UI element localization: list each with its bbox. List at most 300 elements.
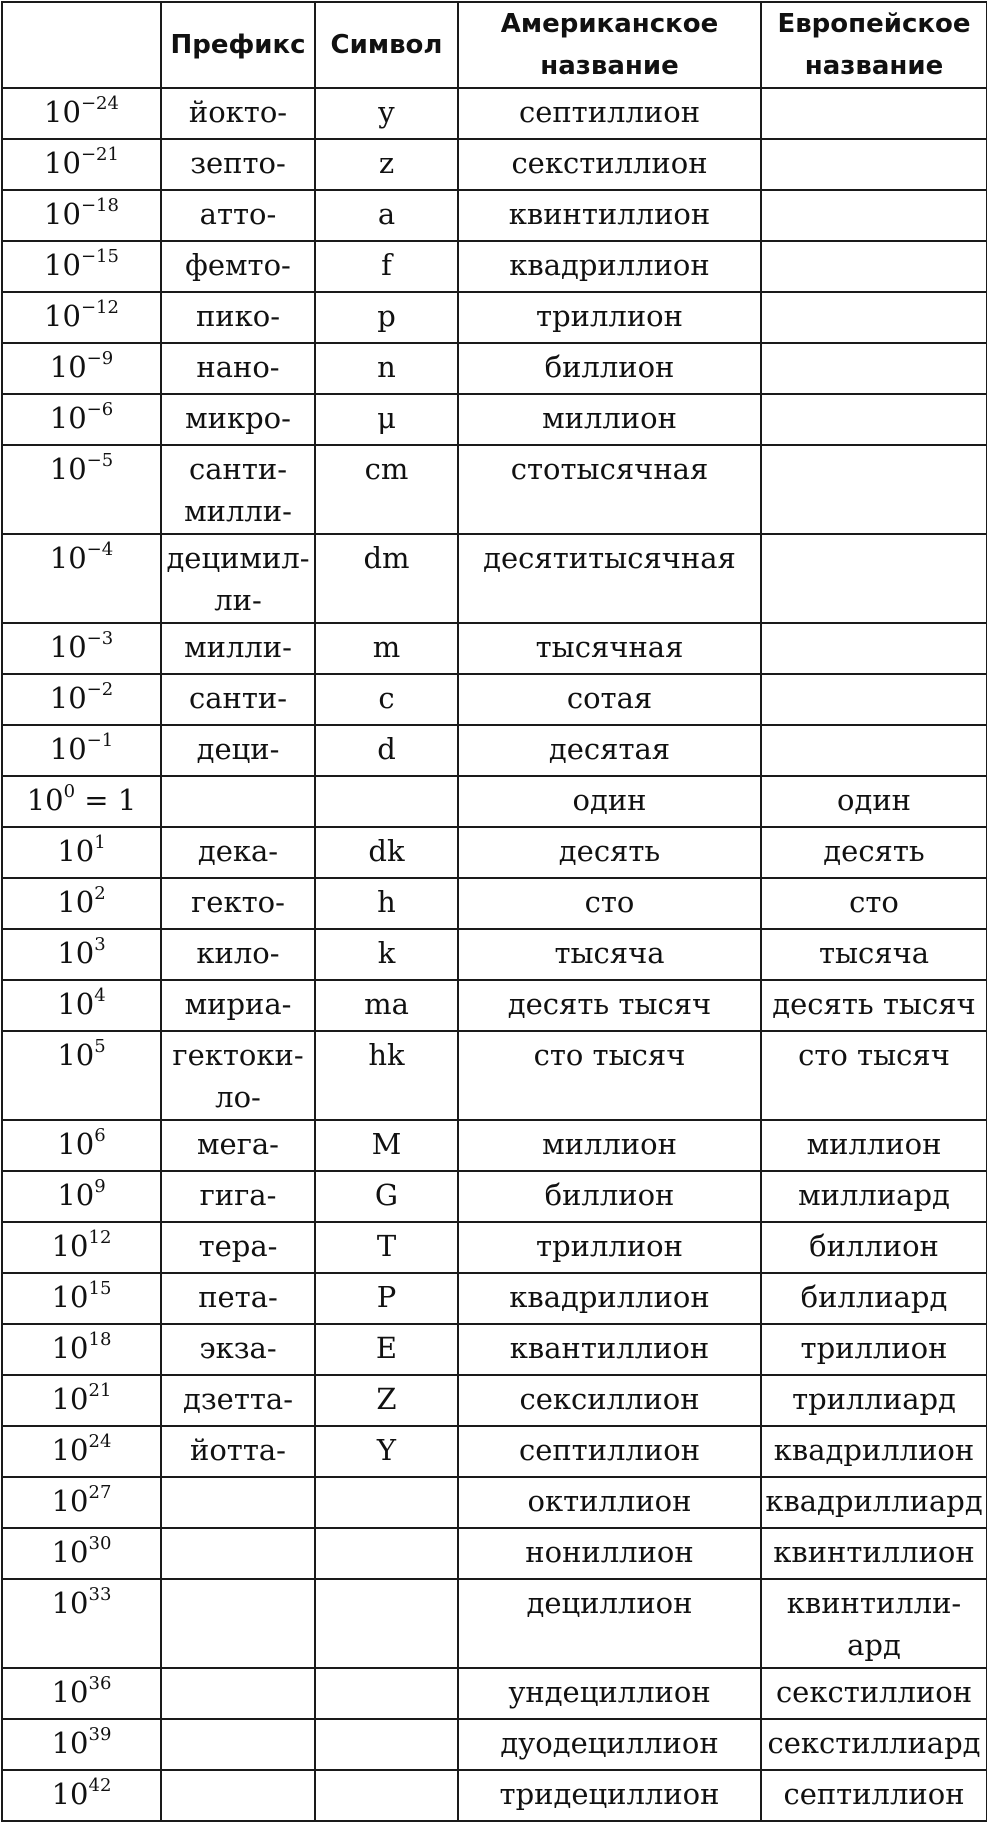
power-exponent: 0: [63, 781, 76, 802]
cell-prefix: [161, 980, 315, 1031]
cell-european-name: [761, 1375, 987, 1426]
table-row: [2, 292, 987, 343]
power-base: 10: [51, 1484, 89, 1518]
table-body: [2, 88, 987, 1821]
cell-european-name: [761, 674, 987, 725]
cell-prefix: [161, 139, 315, 190]
european-name-line: квинтилли-: [786, 1586, 962, 1620]
cell-european-name: [761, 1273, 987, 1324]
power-exponent: 39: [88, 1724, 112, 1745]
european-name-line: биллион: [809, 1229, 939, 1263]
cell-european-name: [761, 190, 987, 241]
table-row: [2, 1171, 987, 1222]
cell-american-name: [458, 929, 761, 980]
cell-american-name: [458, 241, 761, 292]
american-name-line: сто тысяч: [533, 1038, 686, 1072]
cell-power: [2, 343, 161, 394]
european-name-line: секстиллиард: [767, 1726, 981, 1760]
cell-european-name: [761, 1120, 987, 1171]
cell-symbol: G: [315, 1171, 458, 1222]
power-exponent: −6: [86, 399, 114, 420]
table-row: [2, 1375, 987, 1426]
prefix-line: гектоки-: [172, 1038, 304, 1072]
american-name-line: биллион: [544, 1178, 675, 1212]
cell-prefix: [161, 1171, 315, 1222]
header-symbol: Символ: [315, 2, 458, 88]
power-exponent: −15: [80, 246, 119, 267]
american-name-line: квадриллион: [509, 248, 710, 282]
cell-power: [2, 1273, 161, 1324]
cell-american-name: [458, 1031, 761, 1120]
power-exponent: 27: [88, 1482, 112, 1503]
cell-american-name: [458, 1324, 761, 1375]
cell-power: [2, 1426, 161, 1477]
prefix-line: зепто-: [190, 146, 286, 180]
cell-power: [2, 1120, 161, 1171]
header-prefix: Префикс: [161, 2, 315, 88]
cell-power: [2, 139, 161, 190]
cell-american-name: [458, 1668, 761, 1719]
table-row: [2, 623, 987, 674]
cell-prefix: [161, 827, 315, 878]
cell-prefix: [161, 534, 315, 623]
cell-american-name: [458, 776, 761, 827]
cell-symbol: [315, 1770, 458, 1821]
prefix-line: йокто-: [188, 95, 288, 129]
table-row: [2, 827, 987, 878]
power-exponent: 2: [94, 883, 106, 904]
cell-american-name: [458, 394, 761, 445]
cell-power: [2, 190, 161, 241]
power-base: 10: [51, 1229, 89, 1263]
cell-european-name: [761, 1668, 987, 1719]
power-base: 10: [49, 541, 87, 575]
cell-prefix: [161, 1375, 315, 1426]
cell-power: [2, 1375, 161, 1426]
american-name-line: квантиллион: [509, 1331, 710, 1365]
cell-american-name: [458, 1222, 761, 1273]
power-base: 10: [26, 783, 64, 817]
header-european-line-1: Европейское: [777, 9, 971, 39]
cell-prefix: [161, 929, 315, 980]
cell-european-name: [761, 88, 987, 139]
cell-power: [2, 1668, 161, 1719]
cell-european-name: [761, 929, 987, 980]
cell-american-name: [458, 1273, 761, 1324]
cell-prefix: [161, 88, 315, 139]
european-name-line: квадриллион: [773, 1433, 975, 1467]
cell-symbol: [315, 1668, 458, 1719]
cell-european-name: [761, 1719, 987, 1770]
american-name-line: дециллион: [526, 1586, 693, 1620]
cell-power: [2, 1171, 161, 1222]
table-row: [2, 1579, 987, 1668]
table-header: [2, 2, 987, 88]
power-exponent: 36: [88, 1673, 112, 1694]
american-name-line: сотая: [566, 681, 653, 715]
table-row: [2, 1426, 987, 1477]
cell-symbol: dk: [315, 827, 458, 878]
cell-power: [2, 1324, 161, 1375]
power-exponent: 6: [94, 1125, 106, 1146]
cell-prefix: [161, 1668, 315, 1719]
cell-european-name: [761, 343, 987, 394]
cell-prefix: [161, 674, 315, 725]
power-base: 10: [44, 299, 81, 333]
cell-symbol: [315, 776, 458, 827]
header-european-name: [761, 2, 987, 88]
cell-power: [2, 1477, 161, 1528]
european-name-line: триллиард: [792, 1382, 956, 1416]
cell-american-name: [458, 1171, 761, 1222]
cell-prefix: [161, 1031, 315, 1120]
cell-american-name: [458, 674, 761, 725]
power-exponent: 24: [88, 1431, 112, 1452]
cell-symbol: f: [315, 241, 458, 292]
cell-symbol: c: [315, 674, 458, 725]
power-base: 10: [57, 1127, 95, 1161]
european-name-line: тысяча: [818, 936, 930, 970]
cell-power: [2, 674, 161, 725]
cell-european-name: [761, 139, 987, 190]
power-exponent: 4: [94, 985, 106, 1006]
american-name-line: десятитысячная: [483, 541, 736, 575]
header-power: [2, 2, 161, 88]
cell-american-name: [458, 534, 761, 623]
power-base: 10: [51, 1586, 89, 1620]
american-name-line: триллион: [536, 299, 683, 333]
power-exponent: 3: [94, 934, 106, 955]
cell-power: [2, 1770, 161, 1821]
power-base: 10: [51, 1331, 89, 1365]
cell-prefix: [161, 623, 315, 674]
cell-symbol: m: [315, 623, 458, 674]
power-exponent: 15: [88, 1278, 112, 1299]
cell-symbol: y: [315, 88, 458, 139]
cell-prefix: [161, 1477, 315, 1528]
cell-power: [2, 623, 161, 674]
power-exponent: 42: [88, 1775, 112, 1796]
header-american-line-1: Американское: [500, 9, 719, 39]
european-name-line: квадриллиард: [765, 1484, 983, 1518]
cell-symbol: Y: [315, 1426, 458, 1477]
american-name-line: сексиллион: [519, 1382, 700, 1416]
cell-symbol: a: [315, 190, 458, 241]
prefix-line: кило-: [196, 936, 280, 970]
cell-power: [2, 1579, 161, 1668]
power-base: 10: [44, 248, 81, 282]
american-name-line: один: [572, 783, 647, 817]
cell-power: [2, 1528, 161, 1579]
table-row: [2, 190, 987, 241]
cell-prefix: [161, 445, 315, 534]
american-name-line: тысячная: [535, 630, 684, 664]
european-name-line: десять тысяч: [772, 987, 976, 1021]
cell-symbol: T: [315, 1222, 458, 1273]
table-row: [2, 1222, 987, 1273]
table-row: [2, 343, 987, 394]
cell-european-name: [761, 623, 987, 674]
prefix-line: нано-: [196, 350, 280, 384]
prefix-line: дзетта-: [182, 1382, 293, 1416]
prefix-line: милли-: [184, 630, 292, 664]
cell-european-name: [761, 534, 987, 623]
cell-european-name: [761, 1770, 987, 1821]
power-base: 10: [49, 681, 87, 715]
cell-symbol: [315, 1579, 458, 1668]
power-suffix: = 1: [75, 783, 137, 817]
cell-prefix: [161, 1528, 315, 1579]
cell-power: [2, 725, 161, 776]
cell-power: [2, 241, 161, 292]
prefix-line: мега-: [196, 1127, 279, 1161]
cell-power: [2, 878, 161, 929]
table-row: [2, 534, 987, 623]
cell-power: [2, 929, 161, 980]
american-name-line: десятая: [548, 732, 671, 766]
power-base: 10: [49, 401, 87, 435]
power-base: 10: [51, 1535, 89, 1569]
power-exponent: 5: [94, 1036, 106, 1057]
power-exponent: −18: [80, 195, 119, 216]
american-name-line: септиллион: [518, 95, 701, 129]
cell-european-name: [761, 1222, 987, 1273]
cell-european-name: [761, 1426, 987, 1477]
table-row: [2, 88, 987, 139]
cell-european-name: [761, 241, 987, 292]
prefix-line: тера-: [198, 1229, 278, 1263]
cell-prefix: [161, 394, 315, 445]
table-row: [2, 394, 987, 445]
cell-symbol: z: [315, 139, 458, 190]
power-exponent: −24: [80, 93, 119, 114]
cell-european-name: [761, 292, 987, 343]
table-row: [2, 980, 987, 1031]
cell-european-name: [761, 1579, 987, 1668]
prefix-line: милли-: [184, 494, 292, 528]
power-base: 10: [49, 732, 87, 766]
cell-power: [2, 88, 161, 139]
cell-prefix: [161, 1120, 315, 1171]
power-base: 10: [51, 1675, 89, 1709]
power-exponent: −21: [80, 144, 119, 165]
prefix-line: экза-: [199, 1331, 277, 1365]
power-exponent: 1: [94, 832, 106, 853]
header-row: [2, 2, 987, 88]
table-row: [2, 878, 987, 929]
american-name-line: тысяча: [554, 936, 665, 970]
cell-prefix: [161, 1719, 315, 1770]
cell-symbol: h: [315, 878, 458, 929]
american-name-line: ундециллион: [508, 1675, 711, 1709]
power-exponent: 18: [88, 1329, 112, 1350]
cell-symbol: dm: [315, 534, 458, 623]
american-name-line: десять тысяч: [507, 987, 712, 1021]
cell-symbol: k: [315, 929, 458, 980]
power-base: 10: [51, 1726, 89, 1760]
power-base: 10: [49, 452, 87, 486]
european-name-line: сто: [849, 885, 899, 919]
cell-american-name: [458, 88, 761, 139]
cell-symbol: [315, 1477, 458, 1528]
cell-american-name: [458, 1426, 761, 1477]
cell-power: [2, 394, 161, 445]
cell-prefix: [161, 878, 315, 929]
cell-european-name: [761, 725, 987, 776]
prefix-line: микро-: [185, 401, 291, 435]
cell-symbol: ma: [315, 980, 458, 1031]
header-european-line-2: название: [804, 51, 944, 81]
cell-power: [2, 445, 161, 534]
cell-american-name: [458, 190, 761, 241]
prefix-table: [1, 1, 987, 1822]
cell-european-name: [761, 1324, 987, 1375]
cell-power: [2, 980, 161, 1031]
cell-european-name: [761, 827, 987, 878]
cell-american-name: [458, 725, 761, 776]
european-name-line: секстиллион: [775, 1675, 973, 1709]
table-row: [2, 1273, 987, 1324]
prefix-line: децимил-: [166, 541, 310, 575]
american-name-line: биллион: [544, 350, 675, 384]
power-base: 10: [57, 834, 95, 868]
american-name-line: октиллион: [527, 1484, 692, 1518]
cell-american-name: [458, 1770, 761, 1821]
european-name-line: десять: [823, 834, 925, 868]
cell-symbol: d: [315, 725, 458, 776]
cell-american-name: [458, 1120, 761, 1171]
power-exponent: 21: [88, 1380, 112, 1401]
cell-american-name: [458, 292, 761, 343]
cell-european-name: [761, 1031, 987, 1120]
power-exponent: 33: [88, 1584, 112, 1605]
cell-symbol: Z: [315, 1375, 458, 1426]
prefix-line: гига-: [199, 1178, 277, 1212]
power-base: 10: [57, 1178, 95, 1212]
cell-prefix: [161, 1770, 315, 1821]
cell-prefix: [161, 292, 315, 343]
cell-american-name: [458, 1579, 761, 1668]
american-name-line: сто: [584, 885, 635, 919]
cell-european-name: [761, 776, 987, 827]
american-name-line: триллион: [536, 1229, 683, 1263]
table-row: [2, 1120, 987, 1171]
cell-american-name: [458, 343, 761, 394]
power-exponent: 9: [94, 1176, 106, 1197]
prefix-line: дека-: [197, 834, 279, 868]
cell-symbol: P: [315, 1273, 458, 1324]
cell-prefix: [161, 1426, 315, 1477]
cell-symbol: cm: [315, 445, 458, 534]
prefix-line: санти-: [188, 681, 288, 715]
cell-power: [2, 827, 161, 878]
power-exponent: 30: [88, 1533, 112, 1554]
prefix-line: деци-: [196, 732, 280, 766]
american-name-line: дуодециллион: [500, 1726, 719, 1760]
european-name-line: один: [837, 783, 911, 817]
table-row: [2, 674, 987, 725]
cell-symbol: n: [315, 343, 458, 394]
table-row: [2, 1528, 987, 1579]
table-row: [2, 776, 987, 827]
table-row: [2, 1668, 987, 1719]
cell-european-name: [761, 1528, 987, 1579]
cell-american-name: [458, 827, 761, 878]
power-base: 10: [57, 885, 95, 919]
header-american-name: [458, 2, 761, 88]
cell-prefix: [161, 725, 315, 776]
european-name-line: миллиард: [798, 1178, 950, 1212]
prefix-line: ли-: [214, 583, 262, 617]
american-name-line: квинтиллион: [508, 197, 711, 231]
cell-symbol: μ: [315, 394, 458, 445]
power-base: 10: [51, 1382, 89, 1416]
power-base: 10: [57, 1038, 95, 1072]
cell-prefix: [161, 1324, 315, 1375]
cell-prefix: [161, 190, 315, 241]
table-row: [2, 725, 987, 776]
cell-power: [2, 1222, 161, 1273]
american-name-line: стотысячная: [510, 452, 709, 486]
cell-european-name: [761, 1171, 987, 1222]
prefix-line: мириа-: [184, 987, 292, 1021]
cell-prefix: [161, 1273, 315, 1324]
european-name-line: сто тысяч: [798, 1038, 950, 1072]
american-name-line: квадриллион: [509, 1280, 710, 1314]
table-row: [2, 241, 987, 292]
power-base: 10: [44, 95, 81, 129]
cell-prefix: [161, 1222, 315, 1273]
cell-prefix: [161, 343, 315, 394]
european-name-line: триллион: [800, 1331, 948, 1365]
table-row: [2, 1477, 987, 1528]
prefix-line: ло-: [215, 1080, 261, 1114]
power-base: 10: [44, 146, 81, 180]
american-name-line: десять: [558, 834, 661, 868]
power-exponent: −5: [86, 450, 114, 471]
header-american-line-2: название: [540, 51, 679, 81]
prefix-line: фемто-: [185, 248, 291, 282]
cell-american-name: [458, 1528, 761, 1579]
cell-prefix: [161, 776, 315, 827]
cell-european-name: [761, 1477, 987, 1528]
cell-european-name: [761, 445, 987, 534]
american-name-line: септиллион: [518, 1433, 701, 1467]
cell-symbol: [315, 1719, 458, 1770]
american-name-line: нониллион: [525, 1535, 694, 1569]
table-row: [2, 445, 987, 534]
table-row: [2, 1770, 987, 1821]
prefix-line: пико-: [195, 299, 281, 333]
european-name-line: септиллион: [783, 1777, 965, 1811]
cell-symbol: [315, 1528, 458, 1579]
cell-symbol: p: [315, 292, 458, 343]
power-base: 10: [57, 987, 95, 1021]
power-base: 10: [57, 936, 95, 970]
european-name-line: миллион: [806, 1127, 942, 1161]
prefix-line: санти-: [188, 452, 288, 486]
power-base: 10: [49, 630, 87, 664]
power-exponent: −9: [86, 348, 114, 369]
cell-power: [2, 1719, 161, 1770]
cell-symbol: M: [315, 1120, 458, 1171]
cell-american-name: [458, 1375, 761, 1426]
power-base: 10: [51, 1280, 89, 1314]
power-base: 10: [51, 1777, 89, 1811]
cell-prefix: [161, 241, 315, 292]
cell-power: [2, 292, 161, 343]
power-exponent: −2: [86, 679, 114, 700]
